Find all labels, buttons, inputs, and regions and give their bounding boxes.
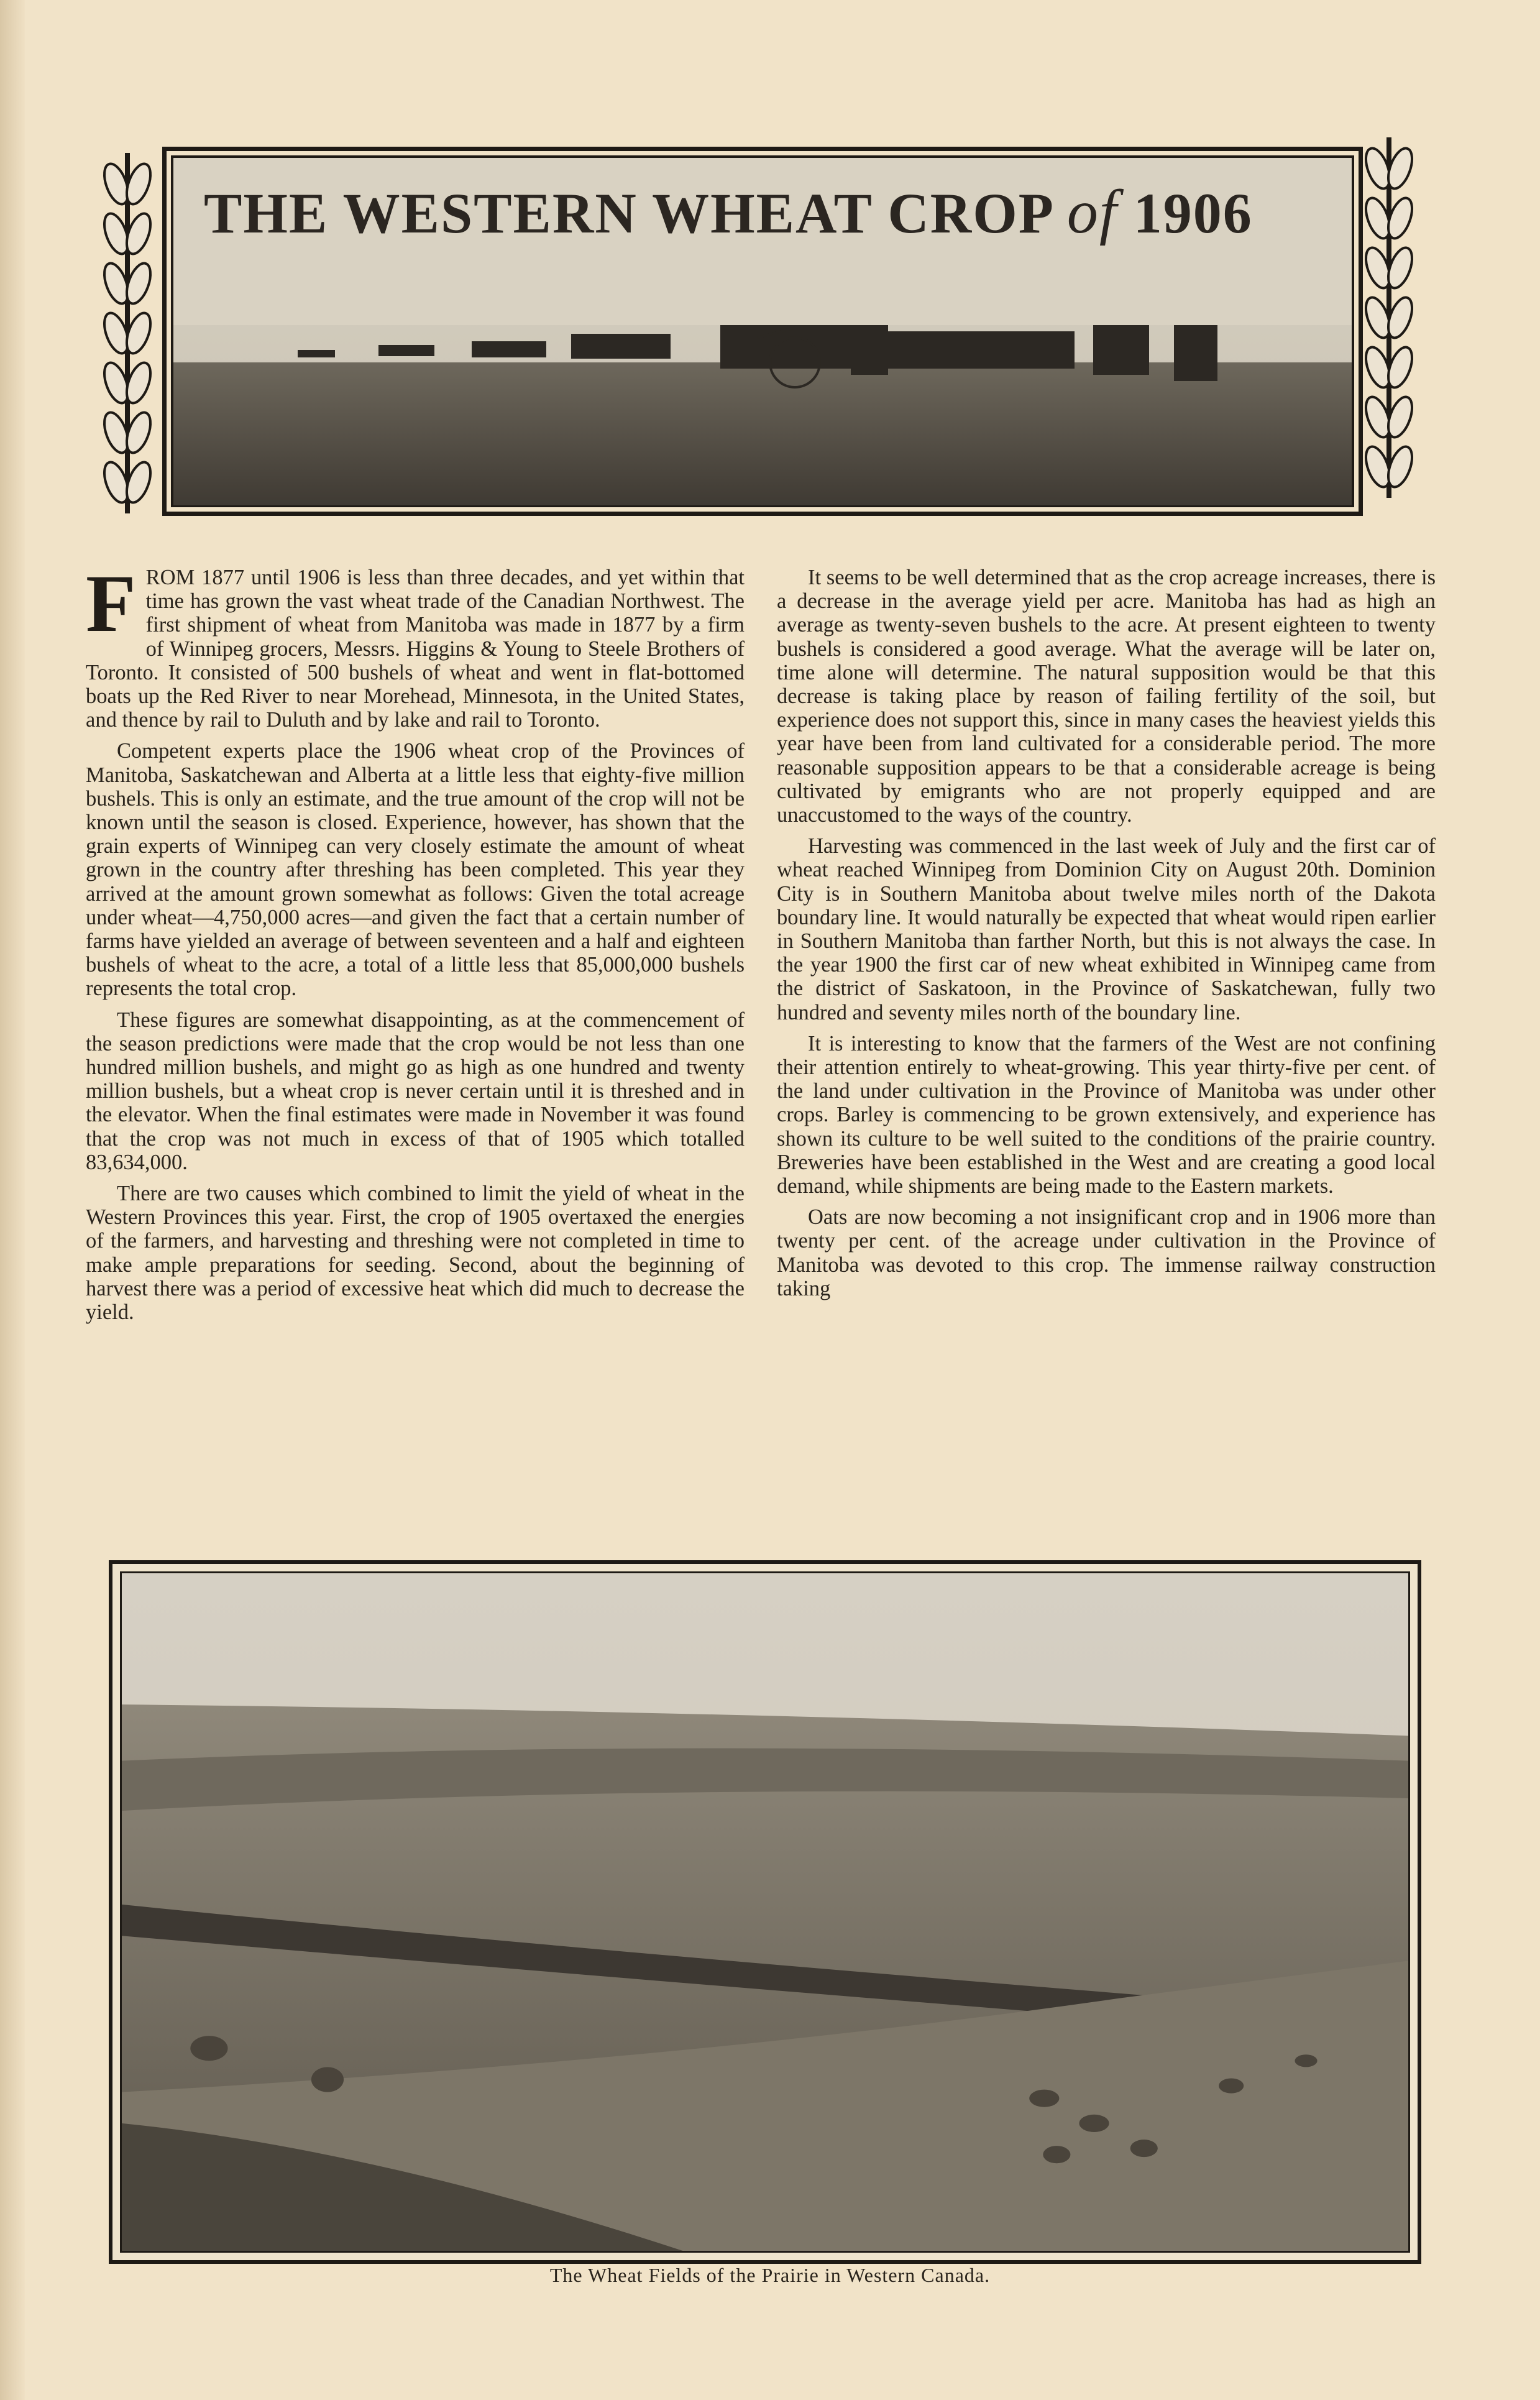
title-of: of <box>1066 177 1118 246</box>
drop-cap: F <box>86 558 136 649</box>
paragraph-7: It is interesting to know that the farmers of the West are not confining their attention entirely to wheat-growing. This year thirty-five per cent. of the land under cultivation in the Province of Manitoba was under other crops. Barley is commencing to be grown extensively, and experience has shown its culture to be well suited to the conditions of the prairie country. Breweries have been established in the West and are creating a good local demand, while shipments are being made to the Eastern markets. <box>777 1031 1436 1198</box>
prairie-photo-frame <box>109 1560 1421 2264</box>
harvest-photo <box>173 325 1352 505</box>
article-left-column <box>86 558 745 1331</box>
photo-caption: The Wheat Fields of the Prairie in Western Canada. <box>549 2264 991 2286</box>
paragraph-2: Competent experts place the 1906 wheat crop of the Provinces of Manitoba, Saskatchewan and Alberta at a little less that eighty-five million bushels. This is only an estimate, and the true amount of the crop will not be known until the season is closed. Experience, however, has shown that the grain experts of Winnipeg can very closely estimate the amount of wheat grown in the country after threshing has been completed. This year they arrived at the amount grown somewhat as follows: Given the total acreage under wheat—4,750,000 acres—and given the fact that a certain number of farms have yielded an average of between seventeen and a half and eighteen bushels of wheat to the acre, a total of a little less that 85,000,000 bushels represents the total crop. <box>86 739 745 1001</box>
paragraph-4: There are two causes which combined to limit the yield of wheat in the Western Provinces this year. First, the crop of 1905 overtaxed the energies of the farmers, and harvesting and threshing were not completed in time to make ample preparations for seeding. Second, about the beginning of harvest there was a period of excessive heat which did much to decrease the yield. <box>86 1182 745 1325</box>
right-wheat-ornament <box>1364 131 1414 504</box>
paragraph-8: Oats are now becoming a not insignificant crop and in 1906 more than twenty per cent. of the acreage under cultivation in the Province of Manitoba was devoted to this crop. The immense railway construction taking <box>777 1205 1436 1300</box>
banner-frame <box>162 147 1363 516</box>
paragraph-6: Harvesting was commenced in the last week of July and the first car of wheat reached Winnipeg from Dominion City on August 20th. Dominion City is in Southern Manitoba about twelve miles north of the Dakota boundary line. It would naturally be expected that wheat would ripen earlier in Southern Manitoba than farther North, but this is not always the case. In the year 1900 the first car of new wheat exhibited in Winnipeg came from the district of Saskatoon, in the Province of Saskatchewan, fully two hundred and seventy miles north of the boundary line. <box>777 834 1436 1024</box>
paragraph-1-text: ROM 1877 until 1906 is less than three decades, and yet within that time has grown the vast wheat trade of the Canadian Northwest. The first shipment of wheat from Manitoba was made in 1877 by a firm of Winnipeg grocers, Messrs. Higgins & Young to Steele Brothers of Toronto. It consisted of 500 bushels of wheat and went in flat-bottomed boats up the Red River to near Morehead, Minnesota, in the United States, and thence by rail to Duluth and by lake and rail to Toronto. <box>86 566 745 732</box>
title-year: 1906 <box>1133 182 1253 245</box>
article-right-column <box>777 566 1436 1308</box>
prairie-photo <box>120 1571 1410 2253</box>
paragraph-3: These figures are somewhat disappointing, as at the commencement of the season predictions were made that the crop would be not less than one hundred million bushels, and might go as high as one hundred and twenty million bushels, but a wheat crop is never certain until it is threshed and in the elevator. When the final estimates were made in November it was found that the crop was not much in excess of that of 1905 which totalled 83,634,000. <box>86 1008 745 1174</box>
header-banner <box>103 147 1414 520</box>
paragraph-1 <box>86 558 745 732</box>
article-title <box>204 176 1253 247</box>
left-wheat-ornament <box>103 147 152 520</box>
paragraph-5: It seems to be well determined that as the crop acreage increases, there is a decrease in the average yield per acre. Manitoba has had as high an average as twenty-seven bushels to the acre. At present eighteen to twenty bushels is considered a good average. What the average will be later on, time alone will determine. The natural supposition would be that this decrease is taking place by reason of failing fertility of the soil, but experience does not support this, since in many cases the heaviest yields this year have been from land cultivated for a considerable period. The more reasonable supposition appears to be that a considerable acreage is being cultivated by emigrants who are not properly equipped and are unaccustomed to the ways of the country. <box>777 566 1436 827</box>
prairie-photo-image <box>122 1573 1408 2251</box>
title-main: THE WESTERN WHEAT CROP <box>204 182 1052 245</box>
page-edge <box>0 0 25 2400</box>
